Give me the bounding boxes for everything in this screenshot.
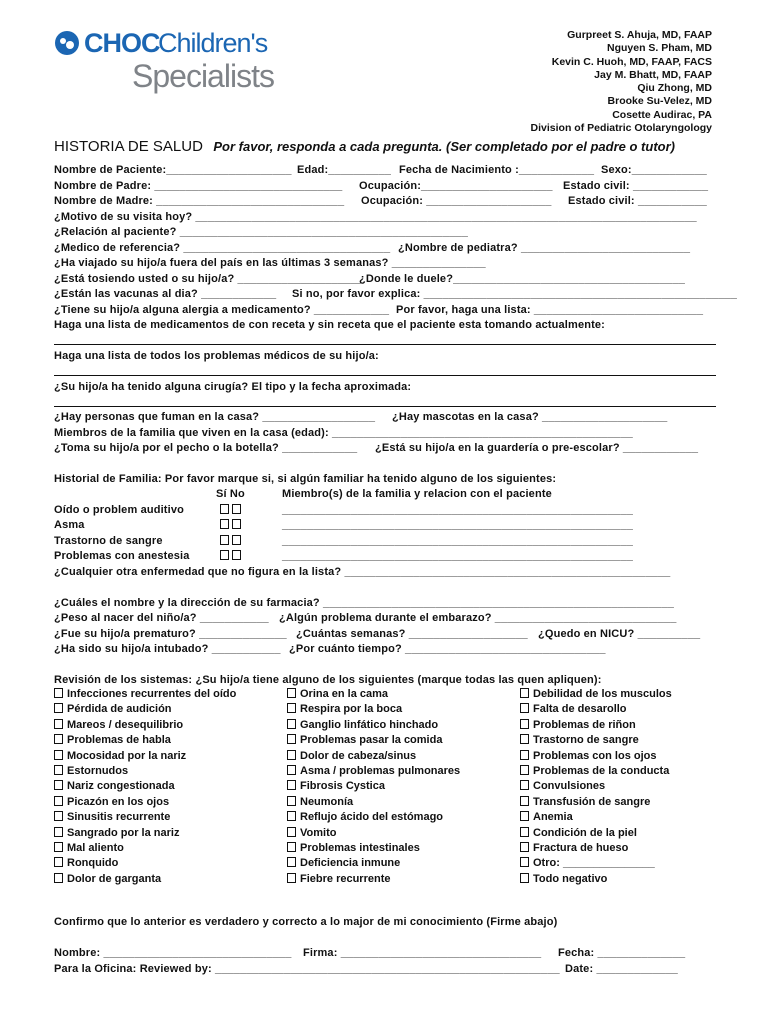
family-member-field[interactable]: ________________________________________________________ (282, 519, 633, 531)
system-option[interactable]: Mareos / desequilibrio (54, 718, 236, 733)
system-option[interactable]: Respira por la boca (287, 702, 460, 717)
family-members-field[interactable]: Miembros de la familia que viven en la casa (edad): ________________________________________________ (54, 427, 633, 439)
nicu-field[interactable]: ¿Quedo en NICU? __________ (538, 628, 701, 640)
system-option[interactable]: Mal aliento (54, 841, 236, 856)
medications-answer-line[interactable] (54, 344, 716, 345)
vaccines-explain-field[interactable]: Si no, por favor explica: __________________________________________________ (292, 288, 738, 300)
physician-name: Gurpreet S. Ahuja, MD, FAAP (567, 29, 712, 41)
reviewed-by-field[interactable]: Para la Oficina: Reviewed by: _______________________________________________________ (54, 963, 560, 975)
father-name-field[interactable]: Nombre de Padre: ______________________________ (54, 180, 343, 192)
logo-specialists: Specialists (132, 58, 274, 94)
division-name: Division of Pediatric Otolaryngology (530, 122, 712, 135)
yes-checkbox[interactable] (220, 535, 229, 545)
condition-label: Oído o problem auditivo (54, 504, 184, 516)
pediatrician-field[interactable]: ¿Nombre de pediatra? ___________________________ (398, 242, 691, 254)
yes-no-checkboxes[interactable] (220, 504, 244, 516)
system-option[interactable]: Asma / problemas pulmonares (287, 764, 460, 779)
yes-no-checkboxes[interactable] (220, 519, 244, 531)
physician-name: Cosette Audirac, PA (612, 108, 712, 121)
physician-name: Nguyen S. Pham, MD (606, 42, 712, 55)
mother-name-field[interactable]: Nombre de Madre: ______________________________ (54, 195, 345, 207)
pregnancy-problem-field[interactable]: ¿Algún problema durante el embarazo? _____________________________ (279, 612, 677, 624)
cough-field[interactable]: ¿Está tosiendo usted o su hijo/a? ____________________ (54, 273, 363, 285)
yes-checkbox[interactable] (220, 550, 229, 560)
system-option[interactable]: Ronquido (54, 856, 236, 871)
condition-label: Asma (54, 519, 85, 531)
age-field[interactable]: Edad:__________ (297, 164, 391, 176)
family-history-heading: Historial de Familia: Por favor marque si, si algún familiar ha tenido alguno de los siguientes: (54, 473, 557, 485)
system-option[interactable]: Dolor de cabeza/sinus (287, 749, 460, 764)
systems-column-3 (520, 687, 672, 887)
yes-no-header: Sí No (216, 488, 245, 500)
bottle-field[interactable]: ¿Toma su hijo/a por el pecho o la botella? ____________ (54, 442, 358, 454)
condition-label: Trastorno de sangre (54, 535, 163, 547)
form-title-main: HISTORIA DE SALUD (54, 138, 203, 155)
system-option[interactable]: Problemas de riñon (520, 718, 672, 733)
physician-name: Kevin C. Huoh, MD, FAAP, FACS (551, 55, 712, 68)
medical-problems-label: Haga una lista de todos los problemas médicos de su hijo/a: (54, 350, 379, 362)
form-title (54, 138, 675, 156)
system-option[interactable]: Pérdida de audición (54, 702, 236, 717)
system-option[interactable]: Falta de desarollo (520, 702, 672, 717)
system-option[interactable]: Transfusión de sangre (520, 795, 672, 810)
choc-logo-icon (54, 30, 80, 56)
system-option[interactable]: Infecciones recurrentes del oído (54, 687, 236, 702)
no-checkbox[interactable] (232, 550, 241, 560)
systems-column-1 (54, 687, 236, 887)
logo-childrens: Children's (158, 28, 268, 58)
logo-brand: CHOC (84, 28, 160, 58)
system-option[interactable]: Condición de la piel (520, 826, 672, 841)
system-option[interactable]: Vomito (287, 826, 460, 841)
system-option[interactable]: Reflujo ácido del estómago (287, 810, 460, 825)
patient-name-field[interactable]: Nombre de Paciente:____________________ (54, 164, 292, 176)
system-option[interactable]: Trastorno de sangre (520, 733, 672, 748)
physician-list (412, 29, 712, 135)
travel-field[interactable]: ¿Ha viajado su hijo/a fuera del país en las últimas 3 semanas? _______________ (54, 257, 486, 269)
birth-weight-field[interactable]: ¿Peso al nacer del niño/a? ___________ (54, 612, 269, 624)
system-option[interactable]: Problemas con los ojos (520, 749, 672, 764)
system-option[interactable]: Problemas de habla (54, 733, 236, 748)
system-option[interactable]: Ganglio linfático hinchado (287, 718, 460, 733)
system-option[interactable]: Problemas de la conducta (520, 764, 672, 779)
intubation-duration-field[interactable]: ¿Por cuánto tiempo? ________________________________ (289, 643, 606, 655)
family-member-header: Miembro(s) de la familia y relacion con el paciente (282, 488, 552, 500)
surgery-answer-line[interactable] (54, 406, 716, 407)
system-option[interactable]: Orina en la cama (287, 687, 460, 702)
medications-label: Haga una lista de medicamentos de con receta y sin receta que el paciente esta tomando actualmente: (54, 319, 605, 331)
medical-problems-answer-line[interactable] (54, 375, 716, 376)
pharmacy-field[interactable]: ¿Cuáles el nombre y la dirección de su farmacia? ________________________________________________________ (54, 597, 674, 609)
intubated-field[interactable]: ¿Ha sido su hijo/a intubado? ___________ (54, 643, 281, 655)
no-checkbox[interactable] (232, 504, 241, 514)
system-option[interactable]: Todo negativo (520, 872, 672, 887)
pets-field[interactable]: ¿Hay mascotas en la casa? ____________________ (392, 411, 668, 423)
referring-doctor-field[interactable]: ¿Medico de referencia? _________________________________ (54, 242, 391, 254)
form-title-instructions: Por favor, responda a cada pregunta. (Ser completado por el padre o tutor) (213, 139, 675, 154)
smokers-field[interactable]: ¿Hay personas que fuman en la casa? __________________ (54, 411, 376, 423)
physician-name: Qiu Zhong, MD (637, 82, 712, 95)
allergy-list-field[interactable]: Por favor, haga una lista: ___________________________ (396, 304, 704, 316)
condition-label: Problemas con anestesia (54, 550, 190, 562)
systems-heading: Revisión de los sistemas: ¿Su hijo/a tiene alguno de los siguientes (marque todas las quen apliquen): (54, 674, 602, 686)
physician-name: Jay M. Bhatt, MD, FAAP (594, 68, 712, 81)
mother-civil-status-field[interactable]: Estado civil: ___________ (568, 195, 707, 207)
signature-field[interactable]: Firma: ________________________________ (303, 947, 542, 959)
yes-no-checkboxes[interactable] (220, 550, 244, 562)
confirmation-statement: Confirmo que lo anterior es verdadero y correcto a lo major de mi conocimiento (Firme abajo) (54, 916, 558, 928)
system-option[interactable]: Anemia (520, 810, 672, 825)
mother-occupation-field[interactable]: Ocupación: ____________________ (361, 195, 552, 207)
family-member-field[interactable]: ________________________________________________________ (282, 535, 633, 547)
relation-field[interactable]: ¿Relación al paciente? ______________________________________________ (54, 226, 469, 238)
dob-field[interactable]: Fecha de Nacimiento :____________ (399, 164, 595, 176)
physician-name: Brooke Su-Velez, MD (607, 95, 712, 108)
system-option[interactable]: Fiebre recurrente (287, 872, 460, 887)
vaccines-field[interactable]: ¿Están las vacunas al dia? ____________ (54, 288, 277, 300)
system-option[interactable]: Nariz congestionada (54, 779, 236, 794)
family-member-field[interactable]: ________________________________________________________ (282, 504, 633, 516)
system-option[interactable]: Otro: _______________ (520, 856, 672, 871)
father-civil-status-field[interactable]: Estado civil: ____________ (563, 180, 709, 192)
system-option[interactable]: Picazón en los ojos (54, 795, 236, 810)
other-illness-field[interactable]: ¿Cualquier otra enfermedad que no figura en la lista? ____________________________________________________ (54, 566, 671, 578)
system-option[interactable]: Sangrado por la nariz (54, 826, 236, 841)
system-option[interactable]: Deficiencia inmune (287, 856, 460, 871)
systems-column-2 (287, 687, 460, 887)
system-option[interactable]: Dolor de garganta (54, 872, 236, 887)
yes-no-checkboxes[interactable] (220, 535, 244, 547)
weeks-field[interactable]: ¿Cuántas semanas? ___________________ (296, 628, 528, 640)
system-option[interactable]: Estornudos (54, 764, 236, 779)
no-checkbox[interactable] (232, 535, 241, 545)
father-occupation-field[interactable]: Ocupación:_____________________ (359, 180, 553, 192)
signature-date-field[interactable]: Fecha: ______________ (558, 947, 686, 959)
system-option[interactable]: Fractura de hueso (520, 841, 672, 856)
signer-name-field[interactable]: Nombre: ______________________________ (54, 947, 292, 959)
sex-field[interactable]: Sexo:____________ (601, 164, 707, 176)
system-option[interactable]: Problemas pasar la comida (287, 733, 460, 748)
system-option[interactable]: Mocosidad por la nariz (54, 749, 236, 764)
system-option[interactable]: Sinusitis recurrente (54, 810, 236, 825)
yes-checkbox[interactable] (220, 504, 229, 514)
pain-location-field[interactable]: ¿Donde le duele?_____________________________________ (359, 273, 685, 285)
system-option[interactable]: Neumonía (287, 795, 460, 810)
no-checkbox[interactable] (232, 519, 241, 529)
choc-logo (54, 26, 294, 96)
visit-reason-field[interactable]: ¿Motivo de su visita hoy? ________________________________________________________________________________ (54, 211, 697, 223)
surgery-label: ¿Su hijo/a ha tenido alguna cirugía? El tipo y la fecha aproximada: (54, 381, 412, 393)
system-option[interactable]: Convulsiones (520, 779, 672, 794)
system-option[interactable]: Fibrosis Cystica (287, 779, 460, 794)
office-date-field[interactable]: Date: _____________ (565, 963, 678, 975)
system-option[interactable]: Problemas intestinales (287, 841, 460, 856)
premature-field[interactable]: ¿Fue su hijo/a prematuro? ______________ (54, 628, 287, 640)
family-member-field[interactable]: ________________________________________________________ (282, 550, 633, 562)
system-option[interactable]: Debilidad de los musculos (520, 687, 672, 702)
allergy-field[interactable]: ¿Tiene su hijo/a alguna alergia a medicamento? ____________ (54, 304, 390, 316)
daycare-field[interactable]: ¿Está su hijo/a en la guardería o pre-escolar? ____________ (375, 442, 699, 454)
yes-checkbox[interactable] (220, 519, 229, 529)
